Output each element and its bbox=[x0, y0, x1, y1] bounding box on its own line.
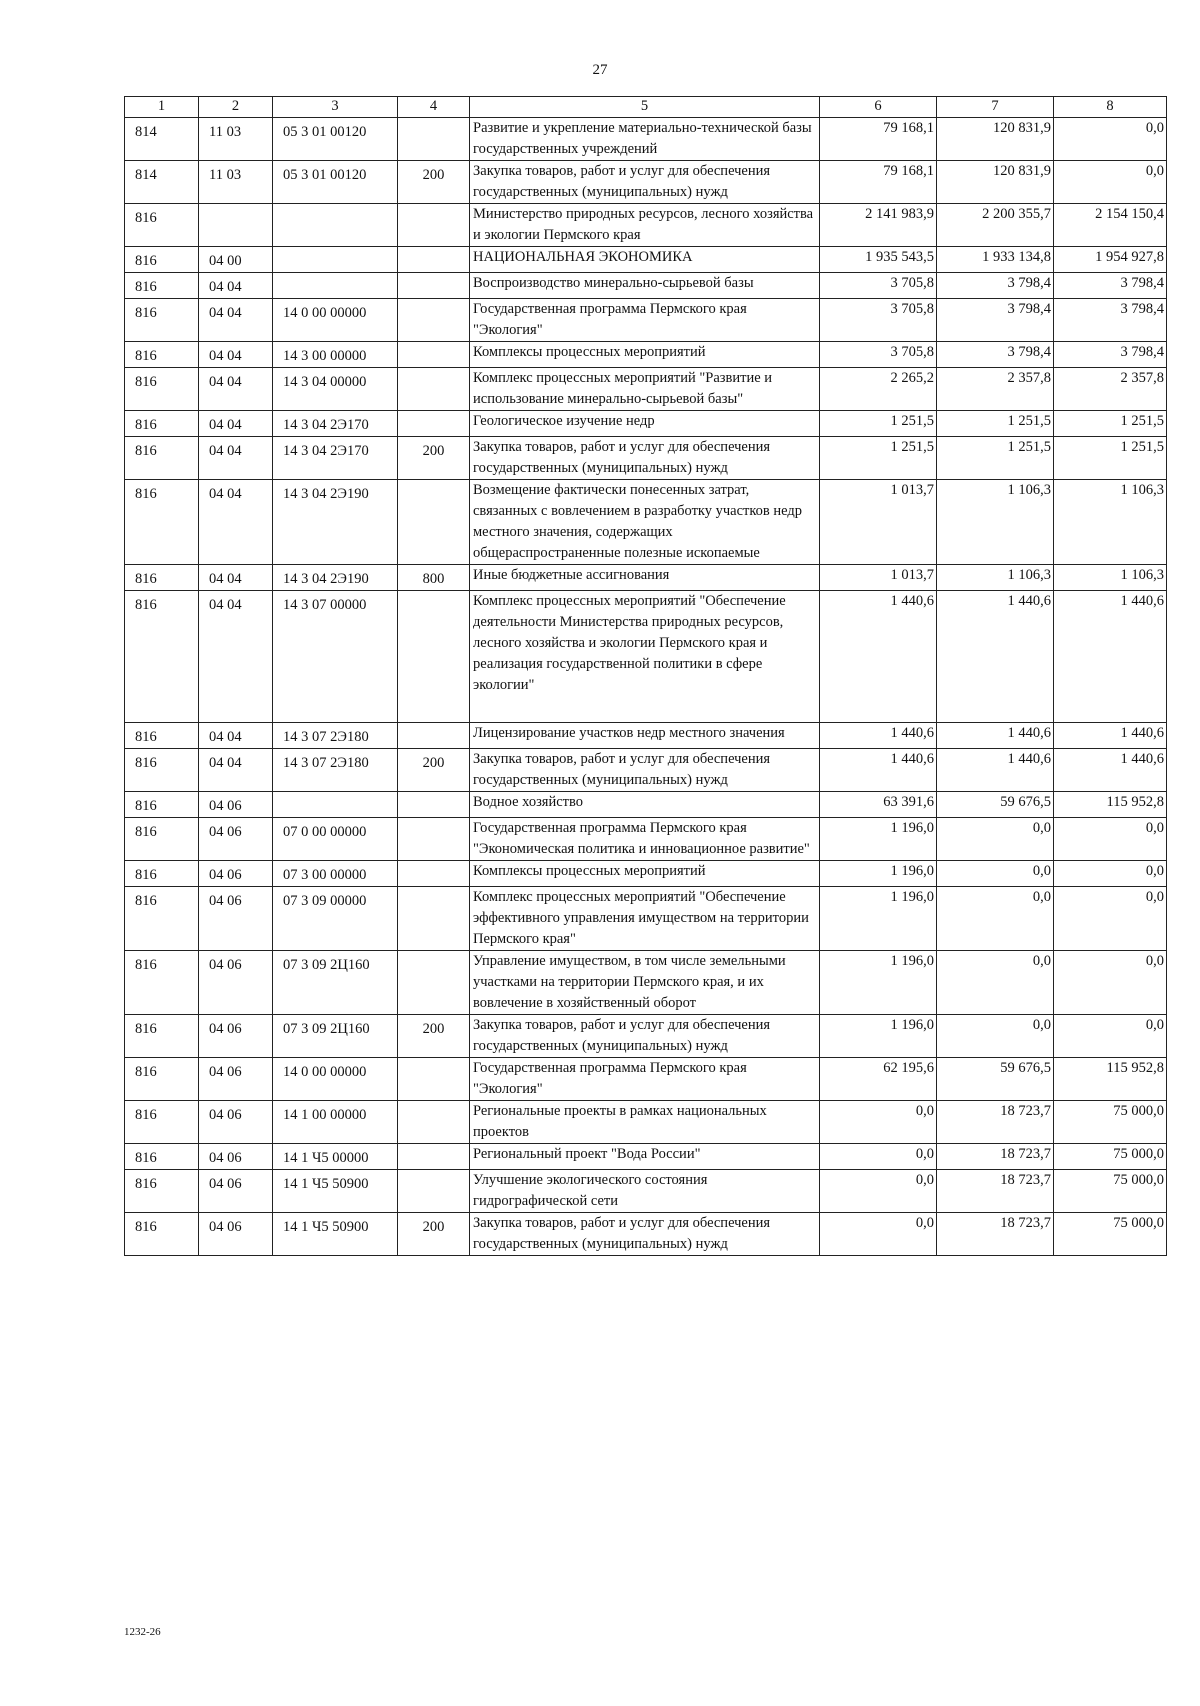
cell-section: 11 03 bbox=[199, 161, 273, 204]
cell-amount-1: 1 196,0 bbox=[820, 951, 937, 1015]
cell-amount-1: 2 265,2 bbox=[820, 368, 937, 411]
cell-amount-1: 0,0 bbox=[820, 1213, 937, 1256]
cell-expense-type bbox=[398, 887, 470, 951]
cell-grbs: 816 bbox=[125, 749, 199, 792]
header-col-1: 1 bbox=[125, 97, 199, 118]
table-row bbox=[125, 118, 1167, 161]
cell-grbs: 816 bbox=[125, 951, 199, 1015]
cell-amount-1: 79 168,1 bbox=[820, 118, 937, 161]
cell-amount-2: 120 831,9 bbox=[937, 118, 1054, 161]
cell-amount-2: 18 723,7 bbox=[937, 1144, 1054, 1170]
cell-expense-type: 200 bbox=[398, 1015, 470, 1058]
cell-section: 04 06 bbox=[199, 861, 273, 887]
table-row bbox=[125, 723, 1167, 749]
cell-expense-type: 200 bbox=[398, 1213, 470, 1256]
cell-target-article bbox=[273, 204, 398, 247]
table-row bbox=[125, 368, 1167, 411]
cell-expense-type bbox=[398, 951, 470, 1015]
cell-amount-3: 0,0 bbox=[1054, 951, 1167, 1015]
cell-section: 04 04 bbox=[199, 480, 273, 565]
cell-name: Закупка товаров, работ и услуг для обеспечения государственных (муниципальных) нужд bbox=[470, 161, 820, 204]
cell-amount-2: 1 440,6 bbox=[937, 723, 1054, 749]
cell-expense-type: 200 bbox=[398, 161, 470, 204]
cell-amount-1: 1 251,5 bbox=[820, 411, 937, 437]
cell-grbs: 816 bbox=[125, 1101, 199, 1144]
cell-grbs: 816 bbox=[125, 342, 199, 368]
table-row bbox=[125, 792, 1167, 818]
cell-amount-3: 3 798,4 bbox=[1054, 273, 1167, 299]
cell-expense-type bbox=[398, 204, 470, 247]
cell-section: 04 06 bbox=[199, 1058, 273, 1101]
cell-target-article: 07 3 09 00000 bbox=[273, 887, 398, 951]
cell-expense-type bbox=[398, 411, 470, 437]
cell-amount-3: 1 440,6 bbox=[1054, 749, 1167, 792]
cell-target-article: 05 3 01 00120 bbox=[273, 161, 398, 204]
cell-grbs: 814 bbox=[125, 118, 199, 161]
cell-amount-1: 1 013,7 bbox=[820, 565, 937, 591]
cell-grbs: 816 bbox=[125, 887, 199, 951]
cell-target-article: 07 3 09 2Ц160 bbox=[273, 951, 398, 1015]
cell-target-article: 14 3 04 2Э170 bbox=[273, 437, 398, 480]
cell-expense-type bbox=[398, 1144, 470, 1170]
cell-amount-2: 1 440,6 bbox=[937, 591, 1054, 723]
table-row bbox=[125, 204, 1167, 247]
cell-amount-3: 1 106,3 bbox=[1054, 565, 1167, 591]
cell-amount-3: 0,0 bbox=[1054, 161, 1167, 204]
cell-section: 04 06 bbox=[199, 792, 273, 818]
cell-grbs: 816 bbox=[125, 1058, 199, 1101]
cell-amount-2: 3 798,4 bbox=[937, 299, 1054, 342]
cell-section: 04 04 bbox=[199, 723, 273, 749]
cell-section: 04 04 bbox=[199, 342, 273, 368]
cell-grbs: 816 bbox=[125, 437, 199, 480]
cell-name: НАЦИОНАЛЬНАЯ ЭКОНОМИКА bbox=[470, 247, 820, 273]
cell-amount-1: 0,0 bbox=[820, 1170, 937, 1213]
cell-amount-1: 1 251,5 bbox=[820, 437, 937, 480]
cell-amount-1: 62 195,6 bbox=[820, 1058, 937, 1101]
cell-amount-3: 75 000,0 bbox=[1054, 1170, 1167, 1213]
table-row bbox=[125, 247, 1167, 273]
table-row bbox=[125, 342, 1167, 368]
cell-amount-1: 3 705,8 bbox=[820, 273, 937, 299]
cell-amount-1: 79 168,1 bbox=[820, 161, 937, 204]
cell-amount-1: 3 705,8 bbox=[820, 299, 937, 342]
header-col-8: 8 bbox=[1054, 97, 1167, 118]
cell-section: 04 00 bbox=[199, 247, 273, 273]
footer-code: 1232-26 bbox=[124, 1626, 161, 1638]
cell-grbs: 816 bbox=[125, 247, 199, 273]
cell-name: Иные бюджетные ассигнования bbox=[470, 565, 820, 591]
cell-amount-1: 2 141 983,9 bbox=[820, 204, 937, 247]
cell-section: 04 06 bbox=[199, 1101, 273, 1144]
cell-amount-1: 1 440,6 bbox=[820, 749, 937, 792]
cell-amount-3: 1 251,5 bbox=[1054, 411, 1167, 437]
cell-amount-2: 1 440,6 bbox=[937, 749, 1054, 792]
cell-section: 04 06 bbox=[199, 1015, 273, 1058]
cell-expense-type bbox=[398, 480, 470, 565]
header-col-6: 6 bbox=[820, 97, 937, 118]
cell-name: Комплекс процессных мероприятий "Обеспечение эффективного управления имуществом на территории Пермского края" bbox=[470, 887, 820, 951]
cell-target-article: 14 1 Ч5 00000 bbox=[273, 1144, 398, 1170]
cell-expense-type bbox=[398, 247, 470, 273]
cell-name: Комплексы процессных мероприятий bbox=[470, 861, 820, 887]
cell-name: Воспроизводство минерально-сырьевой базы bbox=[470, 273, 820, 299]
cell-expense-type bbox=[398, 368, 470, 411]
header-col-2: 2 bbox=[199, 97, 273, 118]
cell-grbs: 816 bbox=[125, 368, 199, 411]
cell-expense-type: 200 bbox=[398, 749, 470, 792]
cell-name: Лицензирование участков недр местного значения bbox=[470, 723, 820, 749]
cell-target-article: 14 1 Ч5 50900 bbox=[273, 1213, 398, 1256]
budget-table bbox=[124, 96, 1167, 1256]
cell-amount-3: 1 440,6 bbox=[1054, 723, 1167, 749]
cell-amount-2: 1 933 134,8 bbox=[937, 247, 1054, 273]
cell-amount-3: 1 106,3 bbox=[1054, 480, 1167, 565]
cell-name: Развитие и укрепление материально-технической базы государственных учреждений bbox=[470, 118, 820, 161]
table-row bbox=[125, 887, 1167, 951]
cell-section: 04 04 bbox=[199, 273, 273, 299]
cell-grbs: 814 bbox=[125, 161, 199, 204]
cell-grbs: 816 bbox=[125, 723, 199, 749]
cell-amount-1: 1 196,0 bbox=[820, 1015, 937, 1058]
table-row bbox=[125, 565, 1167, 591]
cell-target-article: 14 0 00 00000 bbox=[273, 299, 398, 342]
cell-grbs: 816 bbox=[125, 1213, 199, 1256]
table-row bbox=[125, 1213, 1167, 1256]
header-col-5: 5 bbox=[470, 97, 820, 118]
cell-amount-3: 1 251,5 bbox=[1054, 437, 1167, 480]
cell-amount-2: 0,0 bbox=[937, 861, 1054, 887]
table-row bbox=[125, 437, 1167, 480]
cell-amount-2: 3 798,4 bbox=[937, 342, 1054, 368]
cell-name: Водное хозяйство bbox=[470, 792, 820, 818]
cell-target-article bbox=[273, 273, 398, 299]
table-row bbox=[125, 1144, 1167, 1170]
cell-target-article: 14 1 00 00000 bbox=[273, 1101, 398, 1144]
cell-section: 04 04 bbox=[199, 749, 273, 792]
cell-name: Региональные проекты в рамках национальных проектов bbox=[470, 1101, 820, 1144]
cell-expense-type bbox=[398, 818, 470, 861]
cell-name: Министерство природных ресурсов, лесного хозяйства и экологии Пермского края bbox=[470, 204, 820, 247]
table-body bbox=[125, 118, 1167, 1256]
cell-amount-2: 1 251,5 bbox=[937, 437, 1054, 480]
cell-amount-3: 75 000,0 bbox=[1054, 1101, 1167, 1144]
table-row bbox=[125, 591, 1167, 723]
table-row bbox=[125, 1101, 1167, 1144]
cell-section: 04 06 bbox=[199, 887, 273, 951]
cell-name: Геологическое изучение недр bbox=[470, 411, 820, 437]
cell-amount-2: 59 676,5 bbox=[937, 1058, 1054, 1101]
cell-target-article bbox=[273, 792, 398, 818]
cell-amount-2: 1 251,5 bbox=[937, 411, 1054, 437]
cell-amount-3: 3 798,4 bbox=[1054, 299, 1167, 342]
cell-target-article: 14 3 04 2Э190 bbox=[273, 480, 398, 565]
header-col-4: 4 bbox=[398, 97, 470, 118]
table-row bbox=[125, 951, 1167, 1015]
cell-name: Комплексы процессных мероприятий bbox=[470, 342, 820, 368]
cell-target-article: 07 3 00 00000 bbox=[273, 861, 398, 887]
cell-amount-3: 115 952,8 bbox=[1054, 1058, 1167, 1101]
cell-amount-3: 2 154 150,4 bbox=[1054, 204, 1167, 247]
cell-amount-3: 0,0 bbox=[1054, 118, 1167, 161]
cell-amount-2: 0,0 bbox=[937, 818, 1054, 861]
cell-grbs: 816 bbox=[125, 565, 199, 591]
cell-name: Закупка товаров, работ и услуг для обеспечения государственных (муниципальных) нужд bbox=[470, 1213, 820, 1256]
cell-section: 04 04 bbox=[199, 437, 273, 480]
table-row bbox=[125, 411, 1167, 437]
cell-target-article: 14 3 07 2Э180 bbox=[273, 749, 398, 792]
cell-expense-type bbox=[398, 861, 470, 887]
cell-amount-2: 0,0 bbox=[937, 887, 1054, 951]
cell-amount-1: 1 196,0 bbox=[820, 861, 937, 887]
cell-target-article: 14 3 00 00000 bbox=[273, 342, 398, 368]
cell-expense-type bbox=[398, 591, 470, 723]
cell-grbs: 816 bbox=[125, 591, 199, 723]
table-row bbox=[125, 1015, 1167, 1058]
cell-section: 04 04 bbox=[199, 299, 273, 342]
cell-section: 04 04 bbox=[199, 368, 273, 411]
cell-target-article: 05 3 01 00120 bbox=[273, 118, 398, 161]
cell-amount-2: 0,0 bbox=[937, 951, 1054, 1015]
cell-amount-2: 3 798,4 bbox=[937, 273, 1054, 299]
cell-section: 04 06 bbox=[199, 818, 273, 861]
cell-amount-1: 3 705,8 bbox=[820, 342, 937, 368]
cell-target-article: 14 3 04 2Э170 bbox=[273, 411, 398, 437]
table-row bbox=[125, 273, 1167, 299]
cell-amount-1: 0,0 bbox=[820, 1101, 937, 1144]
cell-name: Комплекс процессных мероприятий "Развитие и использование минерально-сырьевой базы" bbox=[470, 368, 820, 411]
cell-grbs: 816 bbox=[125, 861, 199, 887]
header-row bbox=[125, 97, 1167, 118]
cell-amount-1: 1 935 543,5 bbox=[820, 247, 937, 273]
cell-amount-1: 1 196,0 bbox=[820, 818, 937, 861]
table-row bbox=[125, 480, 1167, 565]
cell-amount-2: 2 357,8 bbox=[937, 368, 1054, 411]
cell-amount-3: 0,0 bbox=[1054, 1015, 1167, 1058]
cell-section bbox=[199, 204, 273, 247]
cell-amount-3: 1 954 927,8 bbox=[1054, 247, 1167, 273]
cell-amount-2: 2 200 355,7 bbox=[937, 204, 1054, 247]
table-row bbox=[125, 1170, 1167, 1213]
cell-amount-2: 18 723,7 bbox=[937, 1170, 1054, 1213]
cell-expense-type bbox=[398, 342, 470, 368]
cell-expense-type bbox=[398, 273, 470, 299]
cell-grbs: 816 bbox=[125, 480, 199, 565]
cell-name: Закупка товаров, работ и услуг для обеспечения государственных (муниципальных) нужд bbox=[470, 437, 820, 480]
table-row bbox=[125, 861, 1167, 887]
cell-section: 04 04 bbox=[199, 411, 273, 437]
cell-grbs: 816 bbox=[125, 204, 199, 247]
cell-target-article: 14 3 07 2Э180 bbox=[273, 723, 398, 749]
cell-expense-type bbox=[398, 1058, 470, 1101]
cell-expense-type bbox=[398, 1101, 470, 1144]
cell-expense-type: 800 bbox=[398, 565, 470, 591]
cell-name: Управление имуществом, в том числе земельными участками на территории Пермского края, и их вовлечение в хозяйственный оборот bbox=[470, 951, 820, 1015]
cell-expense-type bbox=[398, 118, 470, 161]
cell-name: Государственная программа Пермского края "Экономическая политика и инновационное развитие" bbox=[470, 818, 820, 861]
header-col-3: 3 bbox=[273, 97, 398, 118]
cell-amount-1: 1 013,7 bbox=[820, 480, 937, 565]
cell-amount-3: 1 440,6 bbox=[1054, 591, 1167, 723]
table-row bbox=[125, 818, 1167, 861]
cell-amount-2: 59 676,5 bbox=[937, 792, 1054, 818]
page-number: 27 bbox=[592, 62, 608, 78]
cell-amount-1: 1 440,6 bbox=[820, 723, 937, 749]
cell-expense-type: 200 bbox=[398, 437, 470, 480]
cell-name: Комплекс процессных мероприятий "Обеспечение деятельности Министерства природных ресурсов, лесного хозяйства и экологии Пермского края и реализация государственной политики в сфере экологии" bbox=[470, 591, 820, 723]
cell-target-article: 14 3 04 2Э190 bbox=[273, 565, 398, 591]
cell-amount-1: 0,0 bbox=[820, 1144, 937, 1170]
cell-grbs: 816 bbox=[125, 1144, 199, 1170]
cell-section: 04 04 bbox=[199, 591, 273, 723]
cell-amount-1: 1 196,0 bbox=[820, 887, 937, 951]
cell-section: 11 03 bbox=[199, 118, 273, 161]
table-row bbox=[125, 749, 1167, 792]
cell-amount-3: 115 952,8 bbox=[1054, 792, 1167, 818]
cell-grbs: 816 bbox=[125, 411, 199, 437]
cell-name: Государственная программа Пермского края "Экология" bbox=[470, 299, 820, 342]
cell-amount-2: 1 106,3 bbox=[937, 480, 1054, 565]
cell-target-article: 07 0 00 00000 bbox=[273, 818, 398, 861]
cell-amount-2: 0,0 bbox=[937, 1015, 1054, 1058]
table-row bbox=[125, 161, 1167, 204]
cell-target-article: 14 3 04 00000 bbox=[273, 368, 398, 411]
cell-grbs: 816 bbox=[125, 818, 199, 861]
cell-name: Закупка товаров, работ и услуг для обеспечения государственных (муниципальных) нужд bbox=[470, 749, 820, 792]
cell-name: Региональный проект "Вода России" bbox=[470, 1144, 820, 1170]
cell-amount-3: 2 357,8 bbox=[1054, 368, 1167, 411]
cell-grbs: 816 bbox=[125, 792, 199, 818]
cell-section: 04 06 bbox=[199, 1170, 273, 1213]
cell-grbs: 816 bbox=[125, 299, 199, 342]
cell-name: Возмещение фактически понесенных затрат, связанных с вовлечением в разработку участков недр местного значения, содержащих общераспространенные полезные ископаемые bbox=[470, 480, 820, 565]
cell-expense-type bbox=[398, 723, 470, 749]
cell-grbs: 816 bbox=[125, 1015, 199, 1058]
cell-expense-type bbox=[398, 792, 470, 818]
cell-amount-3: 75 000,0 bbox=[1054, 1213, 1167, 1256]
cell-grbs: 816 bbox=[125, 273, 199, 299]
cell-amount-2: 1 106,3 bbox=[937, 565, 1054, 591]
cell-amount-2: 18 723,7 bbox=[937, 1101, 1054, 1144]
header-col-7: 7 bbox=[937, 97, 1054, 118]
cell-amount-3: 3 798,4 bbox=[1054, 342, 1167, 368]
cell-amount-2: 18 723,7 bbox=[937, 1213, 1054, 1256]
cell-amount-3: 75 000,0 bbox=[1054, 1144, 1167, 1170]
cell-name: Закупка товаров, работ и услуг для обеспечения государственных (муниципальных) нужд bbox=[470, 1015, 820, 1058]
cell-grbs: 816 bbox=[125, 1170, 199, 1213]
table-row bbox=[125, 1058, 1167, 1101]
cell-target-article: 14 1 Ч5 50900 bbox=[273, 1170, 398, 1213]
cell-name: Улучшение экологического состояния гидрографической сети bbox=[470, 1170, 820, 1213]
cell-section: 04 04 bbox=[199, 565, 273, 591]
cell-amount-2: 120 831,9 bbox=[937, 161, 1054, 204]
cell-section: 04 06 bbox=[199, 1213, 273, 1256]
cell-amount-3: 0,0 bbox=[1054, 861, 1167, 887]
cell-amount-1: 63 391,6 bbox=[820, 792, 937, 818]
table-row bbox=[125, 299, 1167, 342]
cell-target-article: 14 3 07 00000 bbox=[273, 591, 398, 723]
cell-amount-3: 0,0 bbox=[1054, 818, 1167, 861]
cell-target-article bbox=[273, 247, 398, 273]
cell-section: 04 06 bbox=[199, 1144, 273, 1170]
cell-amount-3: 0,0 bbox=[1054, 887, 1167, 951]
cell-amount-1: 1 440,6 bbox=[820, 591, 937, 723]
cell-target-article: 14 0 00 00000 bbox=[273, 1058, 398, 1101]
cell-section: 04 06 bbox=[199, 951, 273, 1015]
cell-expense-type bbox=[398, 299, 470, 342]
cell-expense-type bbox=[398, 1170, 470, 1213]
cell-name: Государственная программа Пермского края "Экология" bbox=[470, 1058, 820, 1101]
cell-target-article: 07 3 09 2Ц160 bbox=[273, 1015, 398, 1058]
